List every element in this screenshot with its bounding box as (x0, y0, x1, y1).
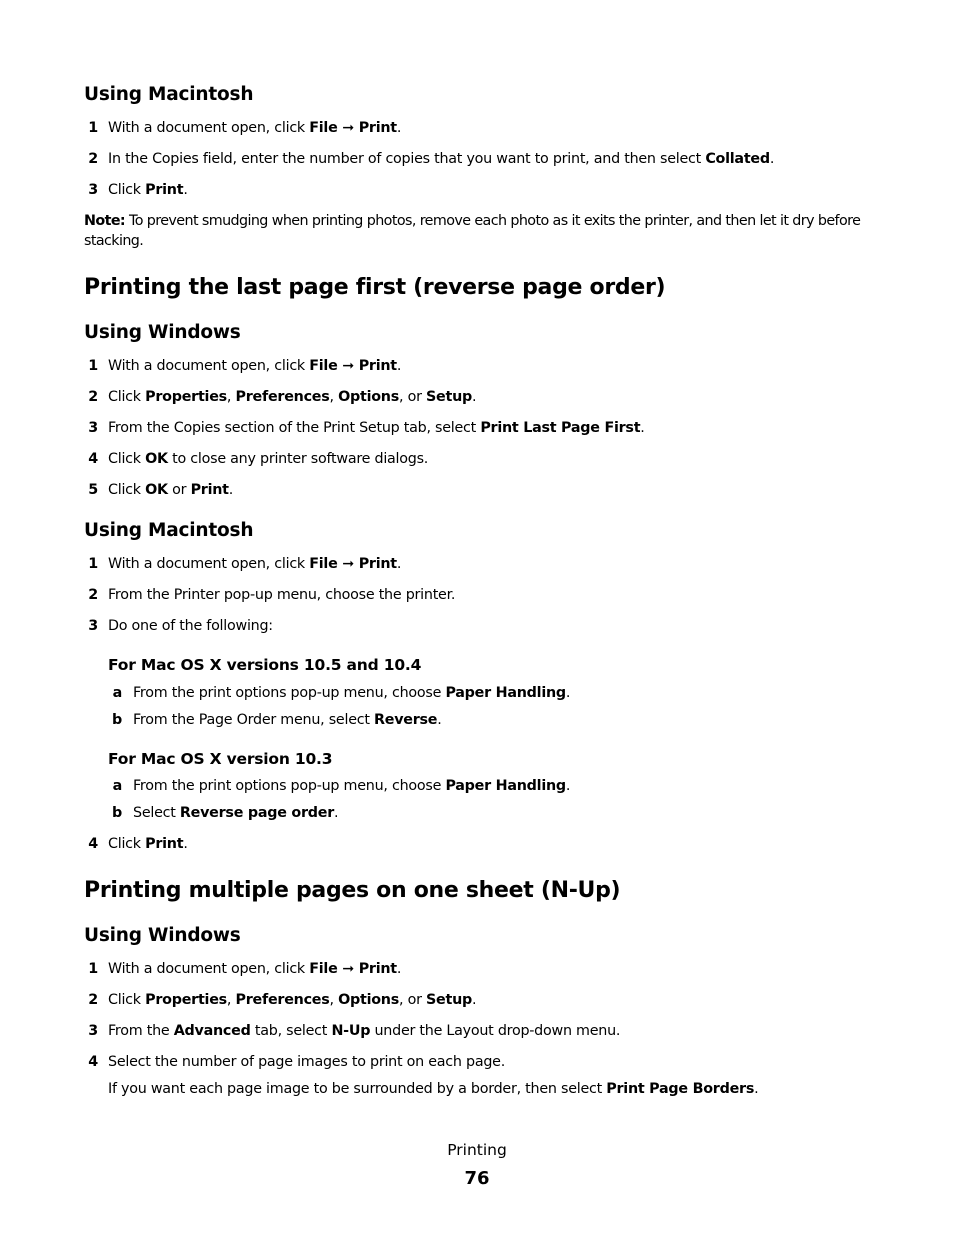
followup-paragraph: If you want each page image to be surrounded by a border, then select Print Page Borders. (108, 1081, 759, 1097)
section-title-reverse-page-order: Printing the last page first (reverse page order) (84, 275, 666, 300)
subheading-mac-os-10-5-10-4: For Mac OS X versions 10.5 and 10.4 (108, 656, 422, 674)
document-page: Using Macintosh 1 With a document open, click File ➞ Print. 2 In the Copies field, enter the number of copies that you want to print, and then select Collated. 3 Click Print. Note: To prevent smudging when printing photos, remove each photo as it exits the printer, and then let it dry before stacking. Printing the last page first (reverse page order) Using Windows 1 With a document open, click File ➞ Print. 2 Click Properties, Preferences, Options, or Setup. 3 From the Copies section of the Print Setup tab, select Print Last Page First. 4 Click OK to close any printer software dialogs. 5 Click OK or Print. Using Macintosh 1 With a document open, click File ➞ Print. 2 From the Printer pop-up menu, choose the printer. 3 Do one of the following: For Mac OS X versions 10.5 and 10.4 a From the print options pop-up menu, choose Paper Handling. b From the Page Order menu, select Reverse. For Mac OS X version 10.3 a From the print options pop-up menu, choose Paper Handling. b Select Reverse page order. 4 Click Print. Printing multiple pages on one sheet (N-Up) Using Windows 1 With a document open, click File ➞ Print. 2 Click Properties, Preferences, Options, or Setup. 3 From the Advanced tab, select N-Up under the Layout drop-down menu. 4 Select the number of page images to print on each page. If you want each page image to be surrounded by a border, then select Print Page Borders. Printing 76 (0, 0, 954, 1235)
heading-using-macintosh: Using Macintosh (84, 84, 254, 105)
page-number: 76 (464, 1168, 490, 1189)
section-title-n-up: Printing multiple pages on one sheet (N-Up) (84, 878, 621, 903)
subheading-mac-os-10-3: For Mac OS X version 10.3 (108, 750, 333, 768)
footer-section-label: Printing (447, 1141, 507, 1159)
heading-using-windows: Using Windows (84, 925, 241, 946)
note-label: Note: (84, 213, 126, 229)
note-paragraph: Note: To prevent smudging when printing photos, remove each photo as it exits the printer, and then let it dry before stacking. (84, 213, 861, 249)
heading-using-windows: Using Windows (84, 322, 241, 343)
heading-using-macintosh: Using Macintosh (84, 520, 254, 541)
